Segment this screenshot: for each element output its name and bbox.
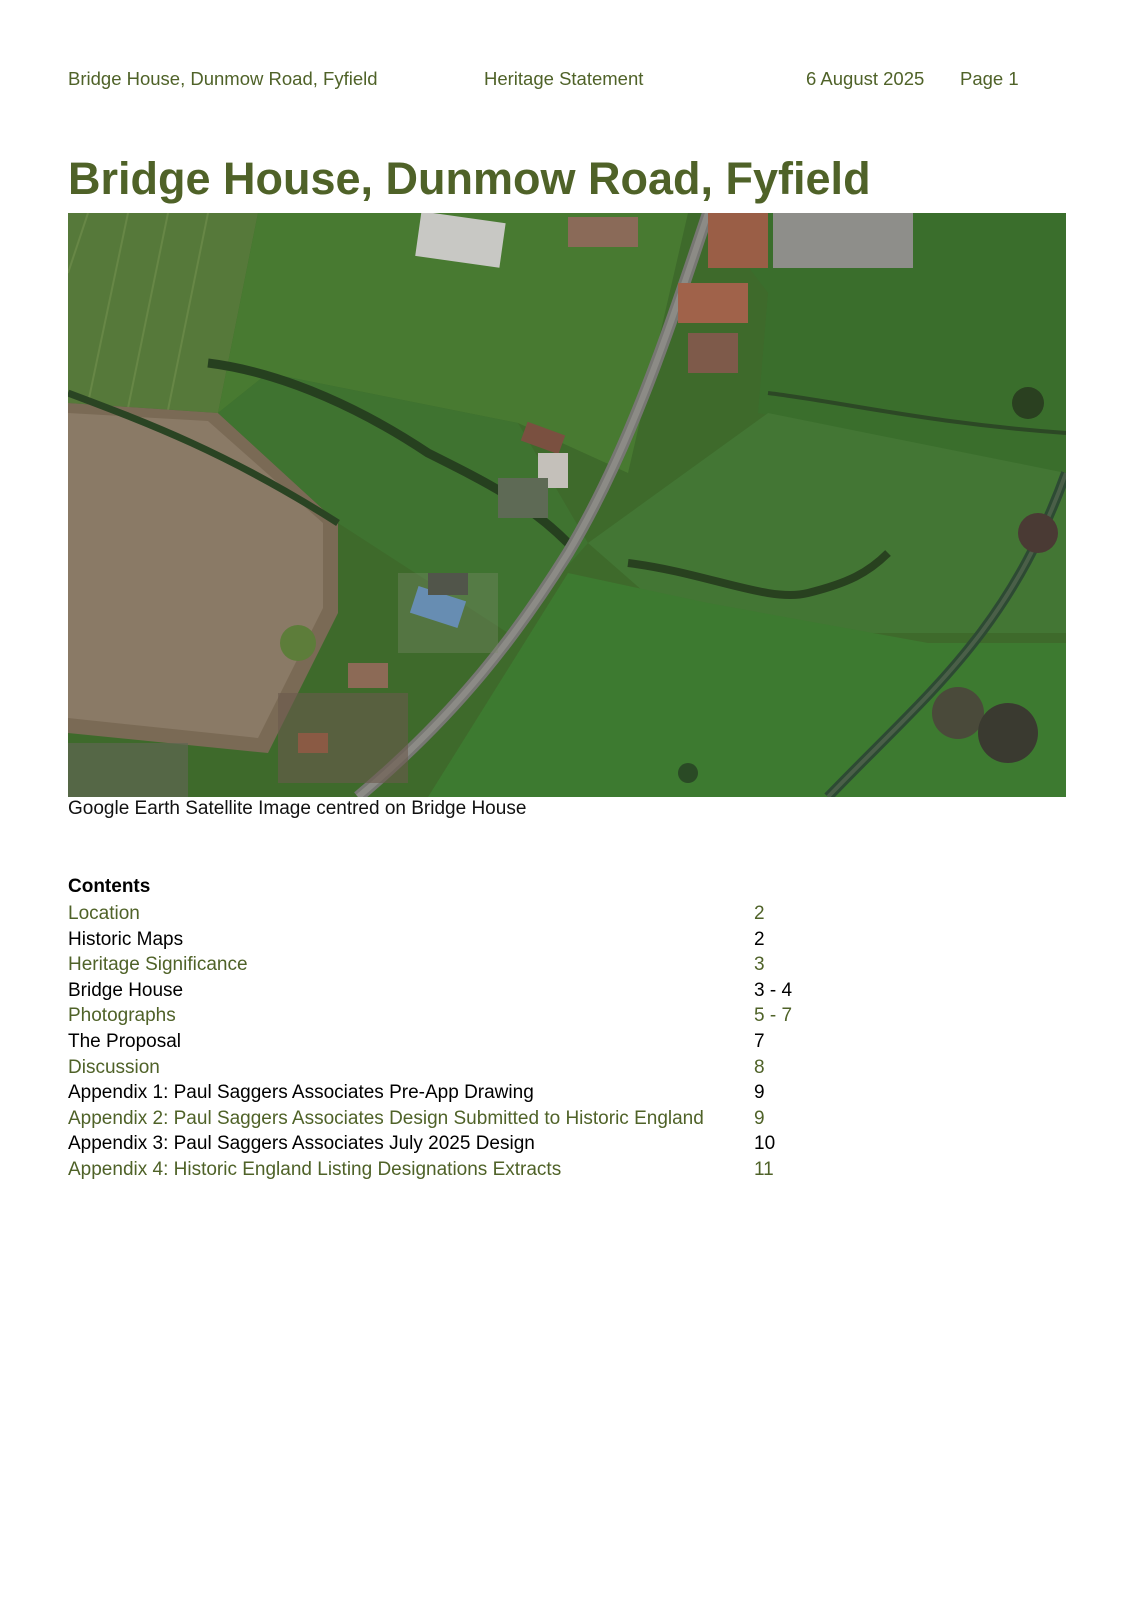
toc-item-label: Appendix 1: Paul Saggers Associates Pre-App Drawing (68, 1082, 534, 1104)
toc-item-label: Discussion (68, 1056, 160, 1078)
toc-item-page: 11 (754, 1158, 774, 1180)
header-page-number: Page 1 (960, 68, 1019, 89)
toc-item-discussion[interactable] (68, 1055, 828, 1081)
toc-item-page: 2 (754, 903, 765, 924)
toc-item-bridge-house[interactable] (68, 978, 828, 1004)
toc-item-heritage-significance[interactable] (68, 952, 828, 978)
header-date: 6 August 2025 (806, 68, 925, 89)
toc-item-label: Historic Maps (68, 928, 184, 950)
toc-item-label: Appendix 4: Historic England Listing Designations Extracts (68, 1158, 562, 1180)
toc-item-label: Appendix 2: Paul Saggers Associates Design Submitted to Historic England (68, 1107, 704, 1129)
toc-item-page: 10 (754, 1133, 776, 1155)
toc-item-page: 7 (754, 1030, 765, 1052)
toc-item-historic-maps[interactable] (68, 927, 828, 953)
page-title: Bridge House, Dunmow Road, Fyfield (68, 153, 871, 204)
header-document-title: Bridge House, Dunmow Road, Fyfield (68, 68, 378, 89)
header-document-type: Heritage Statement (484, 68, 644, 89)
toc-item-page: 2 (754, 928, 765, 950)
toc-item-appendix-2[interactable] (68, 1106, 828, 1132)
toc-item-appendix-1[interactable] (68, 1080, 828, 1106)
toc-item-appendix-4[interactable] (68, 1157, 828, 1183)
toc-item-label: Location (68, 903, 140, 924)
toc-item-location[interactable] (68, 901, 828, 927)
toc-item-label: Heritage Significance (68, 954, 248, 976)
toc-item-the-proposal[interactable] (68, 1029, 828, 1055)
toc-item-page: 8 (754, 1056, 765, 1078)
table-of-contents (68, 901, 828, 1183)
contents-heading: Contents (68, 876, 151, 897)
toc-item-page: 3 (754, 954, 765, 976)
toc-item-label: Photographs (68, 1005, 176, 1027)
satellite-image (68, 213, 1066, 797)
toc-item-page: 5 - 7 (754, 1005, 793, 1027)
toc-item-page: 9 (754, 1082, 765, 1104)
toc-item-appendix-3[interactable] (68, 1131, 828, 1157)
image-caption: Google Earth Satellite Image centred on Bridge House (68, 798, 527, 819)
toc-item-label: The Proposal (68, 1030, 182, 1052)
toc-item-photographs[interactable] (68, 1003, 828, 1029)
toc-item-label: Bridge House (68, 979, 184, 1001)
toc-item-page: 9 (754, 1107, 765, 1129)
toc-item-label: Appendix 3: Paul Saggers Associates July 2025 Design (68, 1133, 535, 1155)
toc-item-page: 3 - 4 (754, 979, 793, 1001)
